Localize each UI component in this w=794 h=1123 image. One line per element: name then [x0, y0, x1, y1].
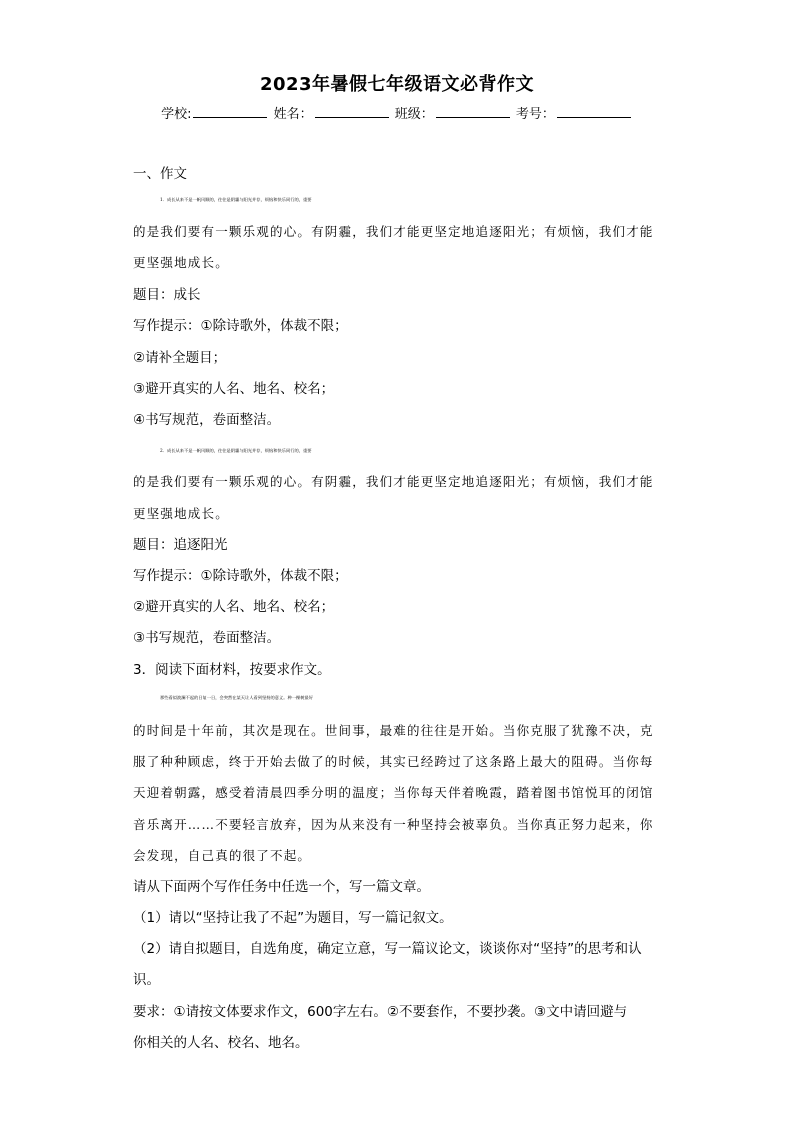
q1-tip: ②请补全题目； [133, 350, 227, 366]
q2-paragraph-line: 更坚强地成长。 [133, 506, 229, 521]
q3-task-intro: 请从下面两个写作任务中任选一个，写一篇文章。 [133, 879, 430, 895]
q3-material-line: 服了种种顾虑，终于开始去做了的时候，其实已经跨过了这条路上最大的阻碍。当你每 [133, 754, 654, 769]
class-blank [436, 105, 510, 118]
q3-heading: 3．阅读下面材料，按要求作文。 [133, 662, 331, 678]
q3-requirement: 你相关的人名、校名、地名。 [133, 1035, 309, 1051]
q3-task-option: 识。 [133, 972, 160, 988]
q3-material-line: 的时间是十年前，其次是现在。世间事，最难的往往是开始。当你克服了犹豫不决，克 [133, 723, 654, 738]
q3-task-option: （1）请以“坚持让我了不起”为题目，写一篇记叙文。 [133, 910, 453, 926]
exam-no-blank [557, 105, 631, 118]
q1-paragraph-line: 更坚强地成长。 [133, 255, 229, 270]
q3-material-line: 会发现，自己真的很了不起。 [133, 848, 312, 863]
school-label: 学校: [161, 107, 192, 122]
class-label: 班级： [394, 107, 434, 122]
q2-tip: ②避开真实的人名、地名、校名； [133, 599, 335, 615]
q3-material-line: 音乐离开……不要轻言放弃，因为从来没有一种坚持会被辜负。当你真正努力起来，你 [133, 817, 654, 832]
q2-paragraph-line: 的是我们要有一颗乐观的心。有阴霾，我们才能更坚定地追逐阳光；有烦恼，我们才能 [133, 474, 654, 489]
q3-requirement: 要求：①请按文体要求作文，600字左右。②不要套作，不要抄袭。③文中请回避与 [133, 1004, 628, 1020]
q1-paragraph-line: 的是我们要有一颗乐观的心。有阴霾，我们才能更坚定地追逐阳光；有烦恼，我们才能 [133, 224, 654, 239]
q1-topic: 题目：成长 [133, 287, 201, 303]
name-blank [315, 105, 389, 118]
q1-tip: ④书写规范，卷面整洁。 [133, 412, 281, 428]
q2-tip: ③书写规范，卷面整洁。 [133, 630, 281, 646]
exam-no-label: 考号： [515, 107, 555, 122]
q2-tip: 写作提示：①除诗歌外，体裁不限； [133, 568, 348, 584]
q3-material-line: 那些看似波澜不起的日复一日，会突然在某天让人看到坚持的意义。种一棵树最好 [160, 696, 314, 701]
student-info-row [0, 103, 794, 122]
q2-paragraph-line: 2．成长从来不是一帆风顺的，往往是阴霾与阳光并存，烦恼和快乐同行的，重要 [160, 449, 312, 454]
section-heading: 一、作文 [133, 166, 187, 182]
q1-tip: ③避开真实的人名、地名、校名； [133, 381, 335, 397]
school-blank [193, 105, 267, 118]
name-label: 姓名： [273, 107, 313, 122]
q3-task-option: （2）请自拟题目，自选角度，确定立意，写一篇议论文，谈谈你对“坚持”的思考和认 [133, 941, 642, 957]
q2-topic: 题目：追逐阳光 [133, 537, 228, 553]
q1-paragraph-line: 1．成长从来不是一帆风顺的，往往是阴霾与阳光并存，烦恼和快乐同行的，重要 [160, 198, 312, 203]
q1-tip: 写作提示：①除诗歌外，体裁不限； [133, 318, 348, 334]
page-title: 2023年暑假七年级语文必背作文 [259, 74, 535, 95]
q3-material-line: 天迎着朝露，感受着清晨四季分明的温度；当你每天伴着晚霞，踏着图书馆悦耳的闭馆 [133, 785, 654, 800]
